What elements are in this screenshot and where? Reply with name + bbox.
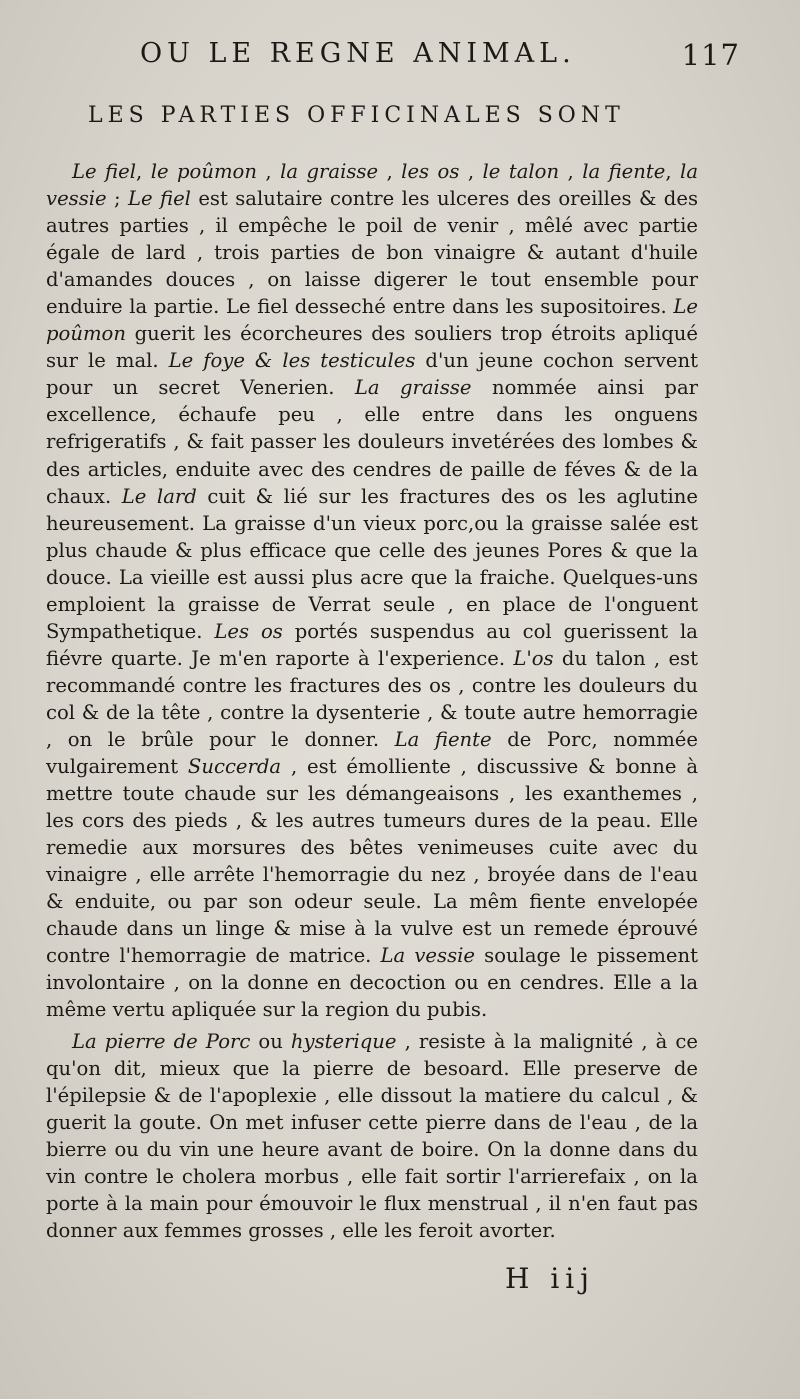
term-hysterique: hysterique — [290, 1029, 397, 1053]
text-run: ; — [106, 187, 129, 211]
term-poumon: le poûmon — [150, 160, 257, 183]
text-run: guerit les écorcheures des souliers trop étroits apliqué sur le mal. — [46, 322, 698, 373]
text-run: est salutaire contre les ulceres des oreilles & des autres parties , il empêche le poil de venir , mêlé avec partie égale de lard , trois parties de bon vinaigre & autant d'huile d'amandes douces , on laisse digerer le tout ensemble pour enduire la partie. Le fiel desseché entre dans les supositoires. — [46, 187, 698, 319]
paragraph-pork-parts — [46, 158, 698, 1024]
term-fiente-2: La fiente — [394, 727, 492, 751]
term-los: L'os — [513, 646, 554, 670]
text-run: du talon , est recommandé contre les fractures des os , contre les douleurs du col & de la tête , contre la dysenterie , & toute autre hemorragie , on le brûle pour le donner. — [46, 646, 698, 751]
text-run: , — [136, 160, 151, 183]
text-run: soulage le pissement involontaire , on la donne en decoction ou en cendres. Elle a la même vertu apliquée sur la region du pubis. — [46, 944, 699, 1022]
term-fiel-2: Le fiel — [128, 187, 191, 211]
term-fiente: la fiente — [582, 160, 666, 183]
page-number: 117 — [681, 38, 740, 72]
term-succerda: Succerda — [187, 755, 282, 779]
text-run: , — [665, 160, 681, 183]
paragraph-pierre-de-porc — [46, 1028, 698, 1244]
signature-mark: H iij — [505, 1262, 595, 1295]
term-fiel: Le fiel — [72, 160, 136, 183]
body-text — [46, 158, 698, 1244]
term-lard: Le lard — [121, 484, 197, 508]
text-run: , resiste à la malignité , à ce qu'on dit, mieux que la pierre de besoard. Elle preserve de l'épilepsie & de l'apoplexie , elle dissout la matiere du calcul , & guerit la goute. On met infuser cette pierre dans de l'eau , de la bierre ou du vin une heure avant de boire. On la donne dans du vin contre le cholera morbus , elle fait sortir l'arrierefaix , on la porte à la main pour émouvoir le flux menstrual , il n'en faut pas donner aux femmes grosses , elle les feroit avorter. — [46, 1029, 698, 1242]
term-vessie-2: La vessie — [380, 944, 475, 968]
term-poumon-2: Le poûmon — [46, 295, 698, 346]
text-run: de Porc, nommée vulgairement — [46, 727, 699, 779]
text-run: , — [378, 160, 402, 183]
running-title: OU LE REGNE ANIMAL. — [140, 38, 576, 69]
term-graisse-2: La graisse — [354, 376, 472, 400]
running-head — [140, 38, 740, 78]
text-run: , est émolliente , discussive & bonne à mettre toute chaude sur les démangeaisons , les exanthemes , les cors des pieds , & les autres tumeurs dures de la peau. Elle remedie aux morsures des bêtes venimeuses cuite avec du vinaigre , elle arrête l'hemorragie du nez , broyée dans de l'eau & enduite, ou par son odeur seule. La mêm fiente envelopée chaude dans un linge & mise à la vulve est un remede éprouvé contre l'hemorragie de matrice. — [46, 755, 699, 968]
text-run: ou — [250, 1029, 291, 1053]
term-vessie: la vessie — [46, 160, 698, 211]
text-run: nommée ainsi par excellence, échaufe peu , elle entre dans les onguens refrigeratifs , & fait passer les douleurs invetérées des lombes & des articles, enduite avec des cendres de paille de féves & de la chaux. — [46, 376, 698, 508]
term-pierre-de-porc: La pierre de Porc — [72, 1029, 251, 1053]
section-title: LES PARTIES OFFICINALES SONT — [88, 103, 625, 128]
text-run: cuit & lié sur les fractures des os les aglutine heureusement. La graisse d'un vieux porc,ou la graisse salée est plus chaude & plus efficace que celle des jeunes Pores & que la douce. La vieille est aussi plus acre que la fraiche. Quelques-uns emploient la graisse de Verrat seule , en place de l'onguent Sympathetique. — [46, 484, 698, 643]
term-os-2: Les os — [214, 619, 283, 643]
term-graisse: la graisse — [280, 160, 379, 183]
text-run: d'un jeune cochon servent pour un secret Venerien. — [46, 349, 698, 400]
term-foye-testicules: Le foye & les testicules — [168, 349, 416, 373]
text-run: , — [459, 160, 483, 183]
term-os: les os — [401, 160, 460, 183]
text-run: , — [559, 160, 583, 183]
text-run: , — [256, 160, 281, 183]
term-talon: le talon — [482, 160, 560, 183]
text-run: portés suspendus au col guerissent la fiévre quarte. Je m'en raporte à l'experience. — [46, 619, 698, 670]
